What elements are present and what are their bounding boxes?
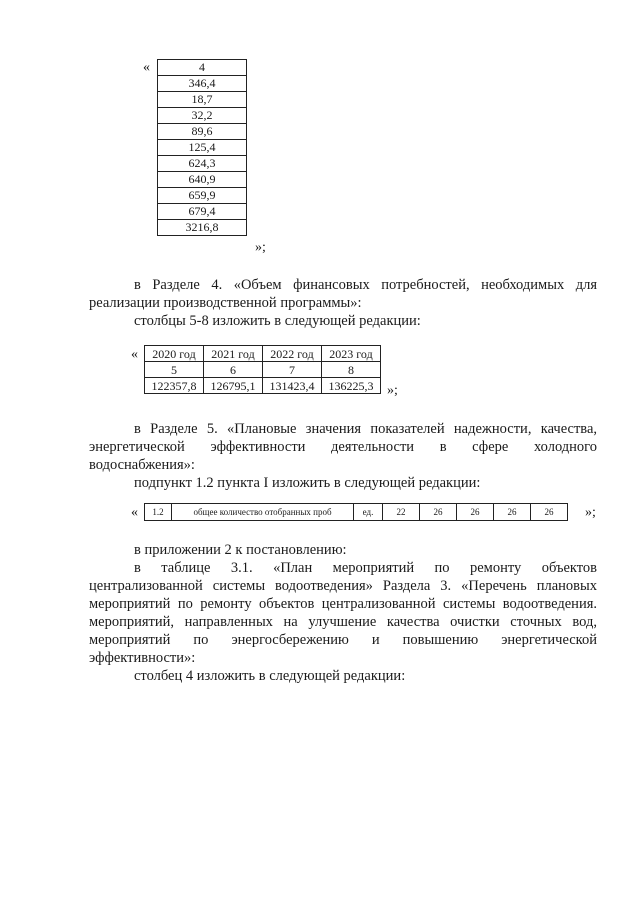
column-number-cell: 5 (145, 362, 204, 378)
table-cell: 89,6 (158, 124, 247, 140)
table-cell: 4 (158, 60, 247, 76)
section4-line2: реализации производственной программы»: (89, 295, 362, 311)
table-row (158, 188, 247, 204)
appendix-line3: централизованной системы водоотведения» Раздела 3. «Перечень плановых (89, 578, 597, 594)
values-row (145, 378, 381, 394)
table-row (158, 124, 247, 140)
table-cell: 3216,8 (158, 220, 247, 236)
table-cell: 125,4 (158, 140, 247, 156)
years-table (144, 345, 381, 394)
samples-cell: 22 (383, 504, 420, 521)
values-table-1 (157, 59, 247, 236)
section4-line3: столбцы 5-8 изложить в следующей редакции: (134, 313, 421, 329)
table-cell: 659,9 (158, 188, 247, 204)
table-row (158, 156, 247, 172)
value-cell: 131423,4 (263, 378, 322, 394)
appendix-line1: в приложении 2 к постановлению: (134, 542, 347, 558)
samples-table (144, 503, 568, 521)
table-row (158, 60, 247, 76)
table-row (158, 108, 247, 124)
year-header-cell: 2021 год (204, 346, 263, 362)
section5-line1: в Разделе 5. «Плановые значения показателей надежности, качества, (134, 421, 597, 437)
value-cell: 126795,1 (204, 378, 263, 394)
years-header-row (145, 346, 381, 362)
close-quote-table2: »; (387, 383, 398, 398)
column-number-cell: 8 (322, 362, 381, 378)
open-quote-table2: « (131, 347, 138, 362)
appendix-line2: в таблице 3.1. «План мероприятий по ремонту объектов (134, 560, 597, 576)
table-row (158, 172, 247, 188)
close-quote-table3: »; (585, 505, 596, 520)
table-cell: 32,2 (158, 108, 247, 124)
column-number-cell: 7 (263, 362, 322, 378)
table-cell: 346,4 (158, 76, 247, 92)
samples-cell: 26 (494, 504, 531, 521)
samples-cell: 26 (420, 504, 457, 521)
appendix-line7: эффективности»: (89, 650, 196, 666)
open-quote-table1: « (143, 60, 150, 75)
samples-cell: 26 (457, 504, 494, 521)
section5-line2: энергетической эффективности деятельности в сфере холодного (89, 439, 597, 455)
appendix-line5: мероприятий, направленных на улучшение качества очистки сточных вод, (89, 614, 597, 630)
column-number-cell: 6 (204, 362, 263, 378)
year-header-cell: 2020 год (145, 346, 204, 362)
table-row (158, 220, 247, 236)
table-cell: 624,3 (158, 156, 247, 172)
table-row (158, 92, 247, 108)
appendix-line4: мероприятий по ремонту объектов централизованной системы водоотведения. (89, 596, 597, 612)
table-cell: 18,7 (158, 92, 247, 108)
samples-cell: общее количество отобранных проб (172, 504, 354, 521)
table-cell: 640,9 (158, 172, 247, 188)
table-row (158, 204, 247, 220)
samples-cell: 1.2 (145, 504, 172, 521)
samples-row (145, 504, 568, 521)
year-header-cell: 2022 год (263, 346, 322, 362)
appendix-line8: столбец 4 изложить в следующей редакции: (134, 668, 406, 684)
table-row (158, 140, 247, 156)
column-number-row (145, 362, 381, 378)
table-cell: 679,4 (158, 204, 247, 220)
appendix-line6: мероприятий по энергосбережению и повышению энергетической (89, 632, 597, 648)
section4-line1: в Разделе 4. «Объем финансовых потребностей, необходимых для (134, 277, 597, 293)
year-header-cell: 2023 год (322, 346, 381, 362)
table-row (158, 76, 247, 92)
section5-line3: водоснабжения»: (89, 457, 195, 473)
section5-line4: подпункт 1.2 пункта I изложить в следующей редакции: (134, 475, 481, 491)
value-cell: 122357,8 (145, 378, 204, 394)
value-cell: 136225,3 (322, 378, 381, 394)
close-quote-table1: »; (255, 240, 266, 255)
samples-cell: ед. (354, 504, 383, 521)
open-quote-table3: « (131, 505, 138, 520)
samples-cell: 26 (531, 504, 568, 521)
